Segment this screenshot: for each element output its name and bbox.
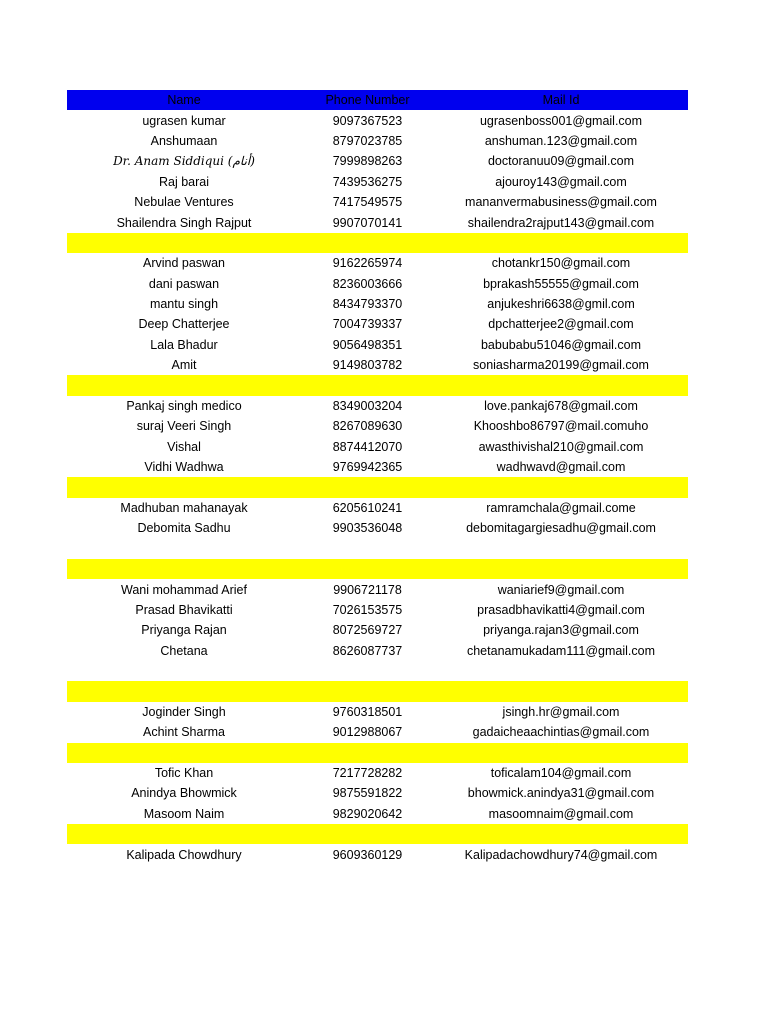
mail-cell: ugrasenboss001@gmail.com xyxy=(479,113,643,128)
table-row xyxy=(67,457,688,477)
separator-row xyxy=(67,375,688,395)
table-row xyxy=(67,844,688,864)
name-cell: Kalipada Chowdhury xyxy=(126,847,242,862)
mail-cell: dpchatterjee2@gmail.com xyxy=(488,317,634,332)
table-row xyxy=(67,294,688,314)
table-row xyxy=(67,579,688,599)
mail-cell: awasthivishal210@gmail.com xyxy=(478,439,644,454)
name-cell: Nebulae Ventures xyxy=(134,195,234,210)
table-row xyxy=(67,355,688,375)
name-cell: Amit xyxy=(171,358,197,373)
name-cell: Vidhi Wadhwa xyxy=(144,460,224,475)
mail-cell: chotankr150@gmail.com xyxy=(491,256,631,271)
table-row xyxy=(67,396,688,416)
table-row xyxy=(67,518,688,538)
phone-cell: 8874412070 xyxy=(332,439,403,454)
mail-cell: masoomnaim@gmail.com xyxy=(488,806,634,821)
phone-cell: 7004739337 xyxy=(332,317,403,332)
phone-cell: 7026153575 xyxy=(332,602,403,617)
phone-cell: 7439536275 xyxy=(332,174,403,189)
table-row xyxy=(67,783,688,803)
name-cell: Debomita Sadhu xyxy=(137,521,231,536)
mail-cell: ajouroy143@gmail.com xyxy=(495,174,627,189)
mail-cell: bhowmick.anindya31@gmail.com xyxy=(467,786,655,801)
phone-cell: 6205610241 xyxy=(332,501,403,515)
phone-cell: 9829020642 xyxy=(332,806,403,821)
separator-row xyxy=(67,477,688,497)
name-cell: Priyanga Rajan xyxy=(141,623,227,638)
name-cell: mantu singh xyxy=(149,297,219,312)
mail-cell: waniarief9@gmail.com xyxy=(497,582,625,597)
header-phone: Phone Number xyxy=(325,93,410,108)
table-row xyxy=(67,416,688,436)
name-cell: Dr. Anam Siddiqui (أنام) xyxy=(113,154,255,169)
table-body xyxy=(67,110,688,864)
mail-cell: love.pankaj678@gmail.com xyxy=(484,399,638,414)
phone-cell: 8434793370 xyxy=(332,297,403,312)
table-row xyxy=(67,172,688,192)
name-cell: Vishal xyxy=(167,439,201,454)
table-row xyxy=(67,437,688,457)
phone-cell: 9149803782 xyxy=(332,358,403,373)
table-row xyxy=(67,212,688,232)
mail-cell: wadhwavd@gmail.com xyxy=(496,460,626,475)
name-cell: Chetana xyxy=(160,643,208,658)
table-row xyxy=(67,192,688,212)
name-cell: suraj Veeri Singh xyxy=(136,419,232,434)
mail-cell: bprakash55555@gmail.com xyxy=(483,276,639,291)
phone-cell: 8072569727 xyxy=(332,623,403,638)
table-row xyxy=(67,253,688,273)
mail-cell: ramramchala@gmail.come xyxy=(486,501,636,515)
mail-cell: shailendra2rajput143@gmail.com xyxy=(467,215,655,230)
table-row xyxy=(67,804,688,824)
mail-cell: prasadbhavikatti4@gmail.com xyxy=(477,602,645,617)
separator-row xyxy=(67,559,688,579)
mail-cell: chetanamukadam111@gmail.com xyxy=(466,643,655,658)
table-row xyxy=(67,702,688,722)
name-cell: Lala Bhadur xyxy=(150,337,218,352)
phone-cell: 9609360129 xyxy=(332,847,403,862)
mail-cell: doctoranuu09@gmail.com xyxy=(487,154,635,169)
phone-cell: 9097367523 xyxy=(332,113,403,128)
separator-row xyxy=(67,681,688,701)
table-row xyxy=(67,620,688,640)
table-row xyxy=(67,763,688,783)
phone-cell: 8349003204 xyxy=(332,399,403,414)
phone-cell: 9906721178 xyxy=(333,582,402,597)
phone-cell: 9056498351 xyxy=(332,337,403,352)
mail-cell: debomitagargiesadhu@gmail.com xyxy=(466,521,656,536)
phone-cell: 9769942365 xyxy=(332,460,403,475)
phone-cell: 9162265974 xyxy=(332,256,403,271)
header-mail: Mail Id xyxy=(542,93,580,108)
empty-row xyxy=(67,539,688,559)
phone-cell: 9907070141 xyxy=(332,215,403,230)
table-row xyxy=(67,274,688,294)
name-cell: Prasad Bhavikatti xyxy=(135,602,233,617)
name-cell: Shailendra Singh Rajput xyxy=(116,215,252,230)
name-cell: Joginder Singh xyxy=(142,704,226,719)
name-cell: Arvind paswan xyxy=(143,256,225,271)
name-cell: ugrasen kumar xyxy=(142,113,226,128)
separator-row xyxy=(67,743,688,763)
mail-cell: toficalam104@gmail.com xyxy=(490,766,632,781)
mail-cell: soniasharma20199@gmail.com xyxy=(473,358,649,373)
name-cell: Tofic Khan xyxy=(154,766,214,781)
table-row xyxy=(67,641,688,661)
phone-cell: 7217728282 xyxy=(332,766,403,781)
name-cell: Madhuban mahanayak xyxy=(120,501,248,515)
table-row xyxy=(67,498,688,518)
mail-cell: babubabu51046@gmail.com xyxy=(480,337,642,352)
table-row xyxy=(67,151,688,171)
table-row xyxy=(67,110,688,130)
phone-cell: 7999898263 xyxy=(332,154,403,169)
phone-cell: 7417549575 xyxy=(332,195,403,210)
mail-cell: Kalipadachowdhury74@gmail.com xyxy=(464,847,658,862)
mail-cell: gadaicheaachintias@gmail.com xyxy=(472,725,650,740)
mail-cell: anjukeshri6638@gmil.com xyxy=(487,297,635,312)
phone-cell: 9875591822 xyxy=(332,786,403,801)
name-cell: Raj barai xyxy=(158,174,210,189)
contact-sheet xyxy=(67,90,688,865)
mail-cell: anshuman.123@gmail.com xyxy=(484,133,638,148)
separator-row xyxy=(67,824,688,844)
table-row xyxy=(67,600,688,620)
phone-cell: 9760318501 xyxy=(332,704,403,719)
mail-cell: jsingh.hr@gmail.com xyxy=(502,704,620,719)
name-cell: Anindya Bhowmick xyxy=(131,786,237,801)
name-cell: Anshumaan xyxy=(150,133,218,148)
name-cell: Masoom Naim xyxy=(143,806,225,821)
name-cell: Pankaj singh medico xyxy=(126,399,242,414)
phone-cell: 9903536048 xyxy=(332,521,403,536)
name-cell: Wani mohammad Arief xyxy=(121,582,247,597)
mail-cell: Khooshbo86797@mail.comuho xyxy=(473,419,649,434)
table-row xyxy=(67,335,688,355)
table-row xyxy=(67,131,688,151)
phone-cell: 8267089630 xyxy=(332,419,403,434)
name-cell: Achint Sharma xyxy=(143,725,225,740)
header-row xyxy=(67,90,688,110)
phone-cell: 8626087737 xyxy=(332,643,403,658)
name-cell: Deep Chatterjee xyxy=(138,317,230,332)
table-row xyxy=(67,722,688,742)
name-cell: dani paswan xyxy=(148,276,220,291)
phone-cell: 9012988067 xyxy=(332,725,403,740)
phone-cell: 8797023785 xyxy=(332,133,403,148)
mail-cell: mananvermabusiness@gmail.com xyxy=(465,195,657,210)
empty-row xyxy=(67,661,688,681)
phone-cell: 8236003666 xyxy=(332,276,403,291)
separator-row xyxy=(67,233,688,253)
mail-cell: priyanga.rajan3@gmail.com xyxy=(483,623,639,638)
table-row xyxy=(67,314,688,334)
header-name: Name xyxy=(167,93,201,108)
